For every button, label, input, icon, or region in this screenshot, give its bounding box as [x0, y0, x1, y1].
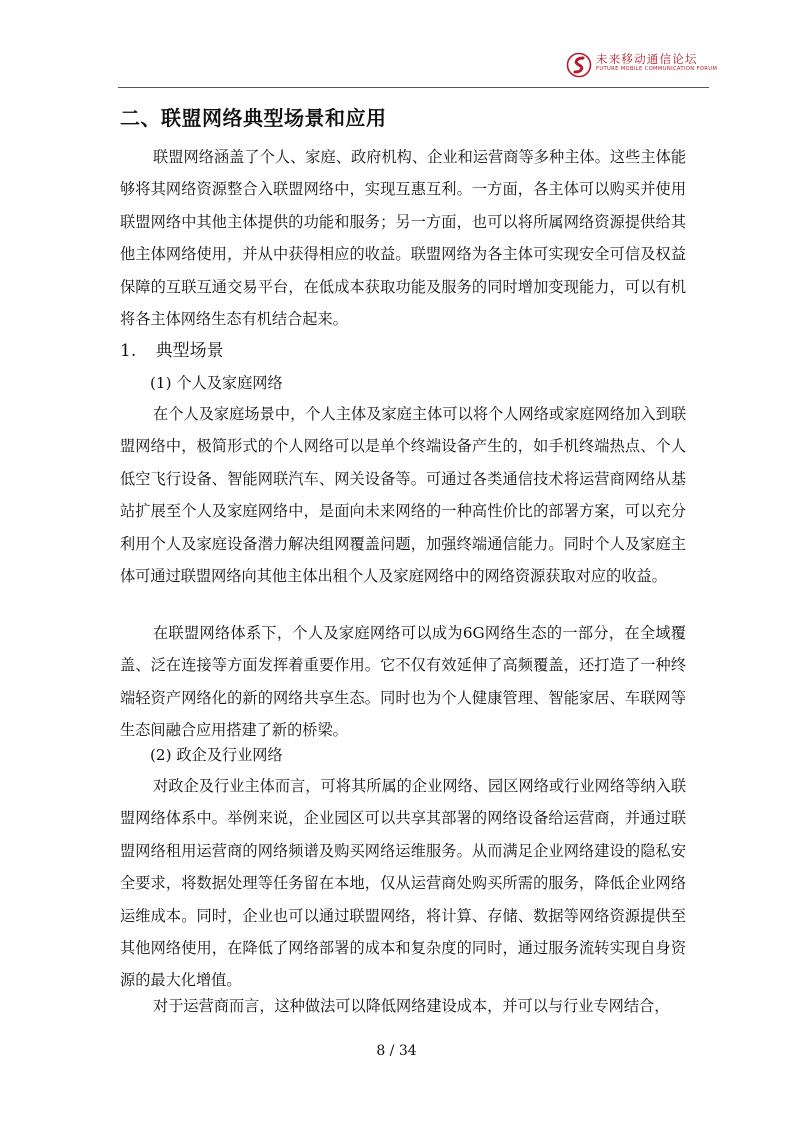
forum-logo-icon	[566, 52, 592, 78]
forum-name-en: FUTURE MOBILE COMMUNICATION FORUM	[596, 66, 718, 72]
subsection-title: 典型场景	[155, 341, 224, 361]
intro-paragraph: 联盟网络涵盖了个人、家庭、政府机构、企业和运营商等多种主体。这些主体能够将其网络资源整合入联盟网络中，实现互惠互利。一方面，各主体可以购买并使用联盟网络中其他主体提供的功能和服务；另一方面，也可以将所属网络资源提供给其他主体网络使用，并从中获得相应的收益。联盟网络为各主体可实现安全可信及权益保障的互联互通交易平台，在低成本获取功能及服务的同时增加变现能力，可以有机将各主体网络生态有机结合起来。	[120, 148, 686, 329]
item1-paragraph-1: 在个人及家庭场景中，个人主体及家庭主体可以将个人网络或家庭网络加入到联盟网络中，极简形式的个人网络可以是单个终端设备产生的，如手机终端热点、个人低空飞行设备、智能网联汽车、网关设备等。可通过各类通信技术将运营商网络从基站扩展至个人及家庭网络中，是面向未来网络的一种高性价比的部署方案，可以充分利用个人及家庭设备潜力解决组网覆盖问题，加强终端通信能力。同时个人及家庭主体可通过联盟网络向其他主体出租个人及家庭网络中的网络资源获取对应的收益。	[120, 405, 686, 586]
section-title: 二、联盟网络典型场景和应用	[120, 106, 387, 130]
item1-heading: (1) 个人及家庭网络	[150, 374, 283, 392]
page-number: 8 / 34	[376, 1043, 417, 1059]
item2-heading: (2) 政企及行业网络	[150, 746, 283, 764]
item2-paragraph-1: 对政企及行业主体而言，可将其所属的企业网络、园区网络或行业网络等纳入联盟网络体系中。举例来说，企业园区可以共享其部署的网络设备给运营商，并通过联盟网络租用运营商的网络频谱及购买网络运维服务。从而满足企业网络建设的隐私安全要求，将数据处理等任务留在本地，仅从运营商处购买所需的服务，降低企业网络运维成本。同时，企业也可以通过联盟网络，将计算、存储、数据等网络资源提供至其他网络使用，在降低了网络部署的成本和复杂度的同时，通过服务流转实现自身资源的最大化增值。	[120, 777, 686, 990]
header-divider	[118, 87, 709, 88]
item1-paragraph-2: 在联盟网络体系下，个人及家庭网络可以成为6G网络生态的一部分，在全域覆盖、泛在连接等方面发挥着重要作用。它不仅有效延伸了高频覆盖，还打造了一种终端轻资产网络化的新的网络共享生态。同时也为个人健康管理、智能家居、车联网等生态间融合应用搭建了新的桥梁。	[120, 624, 686, 740]
item2-paragraph-2: 对于运营商而言，这种做法可以降低网络建设成本，并可以与行业专网结合，	[153, 997, 670, 1015]
subsection-number: 1.	[120, 341, 137, 361]
subsection-heading	[120, 336, 224, 361]
page-header	[566, 48, 716, 84]
forum-name-cn: 未来移动通信论坛	[596, 52, 698, 66]
